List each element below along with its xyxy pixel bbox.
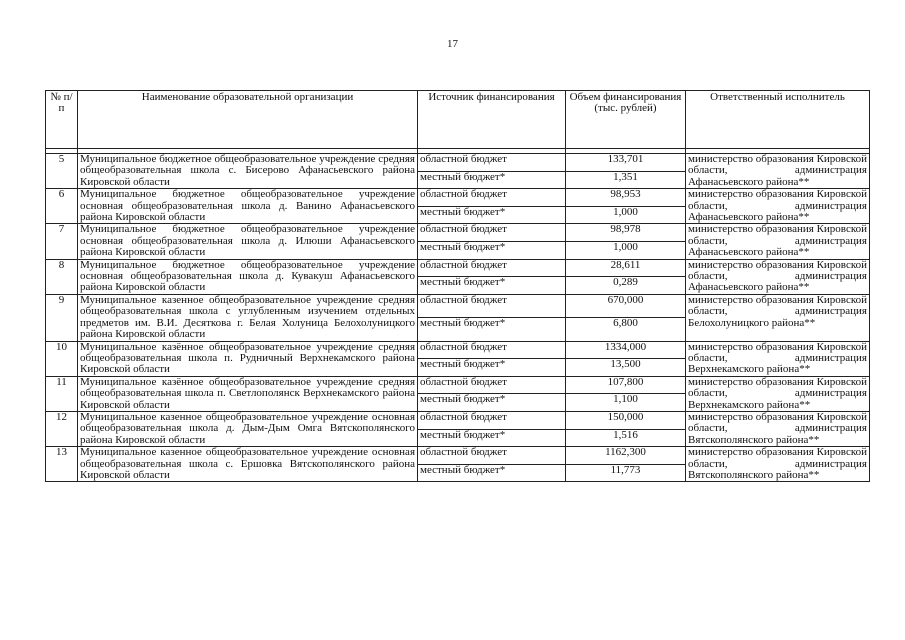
table-row-regional: [46, 376, 870, 394]
amount-local: 1,516: [566, 429, 686, 447]
header-responsible: Ответственный исполнитель: [686, 91, 870, 149]
source-regional: областной бюджет: [418, 259, 566, 277]
amount-regional: 150,000: [566, 411, 686, 429]
organization-name: Муниципальное бюджетное общеобразовательное учреждение основная общеобразовательная школа д. Кувакуш Афанасьевского района Кировской области: [78, 259, 418, 294]
responsible-executor: министерство образования Кировской области, администрация Белохолуницкого района**: [686, 294, 870, 341]
organization-name: Муниципальное казенное общеобразовательное учреждение основная общеобразовательная школа с. Ершовка Вятскополянского района Кировской области: [78, 447, 418, 482]
organization-name: Муниципальное казённое общеобразовательное учреждение средняя общеобразовательная школа п. Светлополянск Верхнекамского района Кировской области: [78, 376, 418, 411]
header-organization: Наименование образовательной организации: [78, 91, 418, 149]
row-number: 11: [46, 376, 78, 411]
table-header: [46, 91, 870, 149]
amount-regional: 670,000: [566, 294, 686, 317]
table-row-regional: [46, 224, 870, 242]
responsible-executor: министерство образования Кировской области, администрация Верхнекамского района**: [686, 341, 870, 376]
source-regional: областной бюджет: [418, 294, 566, 317]
table-row-regional: [46, 154, 870, 172]
table-row-regional: [46, 447, 870, 465]
row-number: 10: [46, 341, 78, 376]
amount-local: 1,000: [566, 206, 686, 224]
amount-local: 1,351: [566, 171, 686, 189]
source-local: местный бюджет*: [418, 394, 566, 412]
source-regional: областной бюджет: [418, 189, 566, 207]
responsible-executor: министерство образования Кировской области, администрация Афанасьевского района**: [686, 189, 870, 224]
organization-name: Муниципальное казенное общеобразовательное учреждение основная общеобразовательная школа д. Дым-Дым Омга Вятскополянского района Кировской области: [78, 411, 418, 446]
amount-local: 1,000: [566, 242, 686, 260]
responsible-executor: министерство образования Кировской области, администрация Афанасьевского района**: [686, 154, 870, 189]
row-number: 8: [46, 259, 78, 294]
page-number: 17: [447, 38, 458, 50]
source-regional: областной бюджет: [418, 341, 566, 359]
responsible-executor: министерство образования Кировской области, администрация Верхнекамского района**: [686, 376, 870, 411]
amount-regional: 28,611: [566, 259, 686, 277]
source-regional: областной бюджет: [418, 154, 566, 172]
row-number: 6: [46, 189, 78, 224]
row-number: 12: [46, 411, 78, 446]
row-number: 5: [46, 154, 78, 189]
header-number: № п/п: [46, 91, 78, 149]
source-local: местный бюджет*: [418, 242, 566, 260]
table-row-regional: [46, 341, 870, 359]
responsible-executor: министерство образования Кировской области, администрация Вятскополянского района**: [686, 447, 870, 482]
source-regional: областной бюджет: [418, 376, 566, 394]
header-amount: Объем финансирования (тыс. рублей): [566, 91, 686, 149]
source-local: местный бюджет*: [418, 277, 566, 295]
row-number: 7: [46, 224, 78, 259]
organization-name: Муниципальное бюджетное общеобразовательное учреждение основная общеобразовательная школа д. Илюши Афанасьевского района Кировской области: [78, 224, 418, 259]
header-source: Источник финансирования: [418, 91, 566, 149]
source-local: местный бюджет*: [418, 171, 566, 189]
row-number: 13: [46, 447, 78, 482]
table-body: [46, 149, 870, 482]
source-local: местный бюджет*: [418, 464, 566, 482]
source-local: местный бюджет*: [418, 206, 566, 224]
responsible-executor: министерство образования Кировской области, администрация Вятскополянского района**: [686, 411, 870, 446]
source-local: местный бюджет*: [418, 359, 566, 377]
source-local: местный бюджет*: [418, 318, 566, 341]
table-row-regional: [46, 411, 870, 429]
table-row-regional: [46, 189, 870, 207]
source-regional: областной бюджет: [418, 411, 566, 429]
source-regional: областной бюджет: [418, 224, 566, 242]
amount-regional: 98,978: [566, 224, 686, 242]
funding-table: [45, 90, 870, 482]
amount-regional: 98,953: [566, 189, 686, 207]
header-row: [46, 91, 870, 149]
amount-regional: 1162,300: [566, 447, 686, 465]
amount-local: 0,289: [566, 277, 686, 295]
amount-local: 13,500: [566, 359, 686, 377]
organization-name: Муниципальное казённое общеобразовательное учреждение средняя общеобразовательная школа п. Рудничный Верхнекамского района Кировской области: [78, 341, 418, 376]
amount-regional: 133,701: [566, 154, 686, 172]
table-row-regional: [46, 259, 870, 277]
organization-name: Муниципальное бюджетное общеобразовательное учреждение средняя общеобразовательная школа с. Бисерово Афанасьевского района Кировской области: [78, 154, 418, 189]
source-local: местный бюджет*: [418, 429, 566, 447]
amount-local: 6,800: [566, 318, 686, 341]
amount-local: 1,100: [566, 394, 686, 412]
responsible-executor: министерство образования Кировской области, администрация Афанасьевского района**: [686, 259, 870, 294]
amount-regional: 1334,000: [566, 341, 686, 359]
row-number: 9: [46, 294, 78, 341]
table-row-regional: [46, 294, 870, 317]
organization-name: Муниципальное бюджетное общеобразовательное учреждение основная общеобразовательная школа д. Ванино Афанасьевского района Кировской области: [78, 189, 418, 224]
source-regional: областной бюджет: [418, 447, 566, 465]
responsible-executor: министерство образования Кировской области, администрация Афанасьевского района**: [686, 224, 870, 259]
organization-name: Муниципальное казенное общеобразовательное учреждение средняя общеобразовательная школа с углубленным изучением отдельных предметов им. В.И. Десяткова г. Белая Холуница Белохолуницкого района Кировской области: [78, 294, 418, 341]
amount-regional: 107,800: [566, 376, 686, 394]
amount-local: 11,773: [566, 464, 686, 482]
